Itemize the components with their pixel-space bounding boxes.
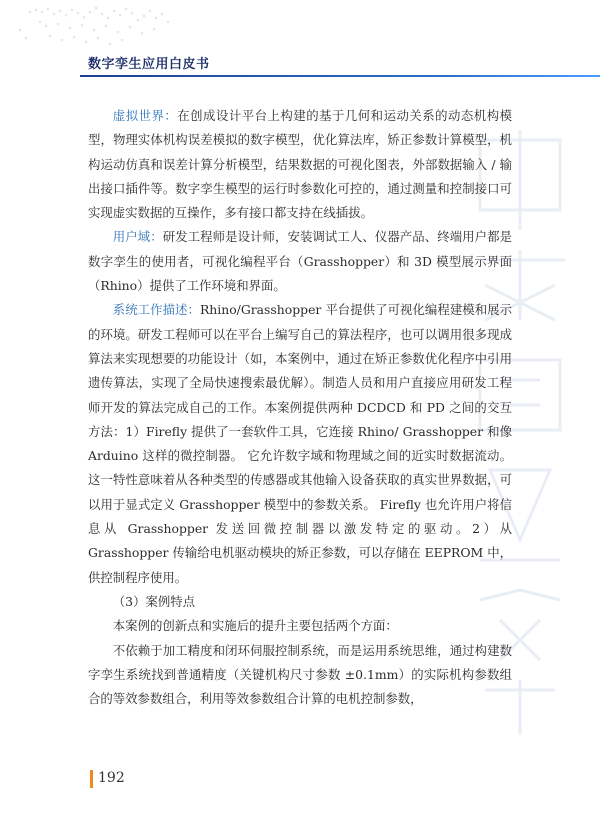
page-number-marker: [90, 770, 93, 788]
header-rule: [80, 75, 600, 77]
paragraph-system-description: [88, 298, 512, 590]
paragraph-text-system-description: Rhino/Grasshopper 平台提供了可视化编程建模和展示的环境。研发工程师可以在平台上编写自己的算法程序，也可以调用很多现成算法来实现想要的功能设计（如，本案例中，通过在矫正参数优化程序中引用遗传算法，实现了全局快速搜索最优解）。制造人员和用户直接应用研发工程师开发的算法完成自己的工作。本案例提供两种 DCDCD 和 PD 之间的交互方法：1）Firefly 提供了一套软件工具，它连接 Rhino/ Grasshopper 和像 Arduino 这样的微控制器。 它允许数字域和物理域之间的近实时数据流动。这一特性意味着从各种类型的传感器或其他输入设备获取的真实世界数据，可以用于显式定义 Grasshopper 模型中的参数关系。 Firefly 也允许用户将信息从 Grasshopper 发送回微控制器以激发特定的驱动。2）从 Grasshopper 传输给电机驱动模块的矫正参数，可以存储在 EEPROM 中，供控制程序使用。: [88, 302, 513, 585]
section-intro: 本案例的创新点和实施后的提升主要包括两个方面：: [112, 618, 398, 634]
running-header-title: 数字孪生应用白皮书: [88, 57, 210, 72]
closing-paragraph: 不依赖于加工精度和闭环伺服控制系统，而是运用系统思维，通过构建数字孪生系统找到普通精度（关键机构尺寸参数 ±0.1mm）的实际机构参数组合的等效参数组合，利用等效参数组合计算的电机控制参数，: [88, 642, 512, 707]
world-map-decoration: [0, 0, 230, 60]
paragraph-user-domain: [88, 225, 512, 298]
paragraph-lead-user-domain: 用户域：: [112, 229, 163, 245]
paragraph-text-virtual-world: 在创成设计平台上构建的基于几何和运动关系的动态机构模型，物理实体机构误差模拟的数字模型，优化算法库，矫正参数计算模型，机构运动仿真和误差计算分析模型，结果数据的可视化图表，外部数据输入 / 输出接口插件等。数字孪生模型的运行时参数化可控的，通过测量和控制接口可实现虚实数据的互操作，多有接口都支持在线插拔。: [88, 108, 512, 221]
page-number: 192: [98, 770, 125, 786]
body-content: [88, 104, 512, 711]
paragraph-text-user-domain: 研发工程师是设计师，安装调试工人、仪器产品、终端用户都是数字孪生的使用者，可视化编程平台（Grasshopper）和 3D 模型展示界面（Rhino）提供了工作环境和界面。: [88, 229, 513, 294]
paragraph-virtual-world: [88, 104, 512, 225]
paragraph-lead-system-description: 系统工作描述：: [112, 302, 200, 318]
paragraph-lead-virtual-world: 虚拟世界：: [112, 108, 178, 123]
section-heading: （3）案例特点: [112, 593, 196, 609]
